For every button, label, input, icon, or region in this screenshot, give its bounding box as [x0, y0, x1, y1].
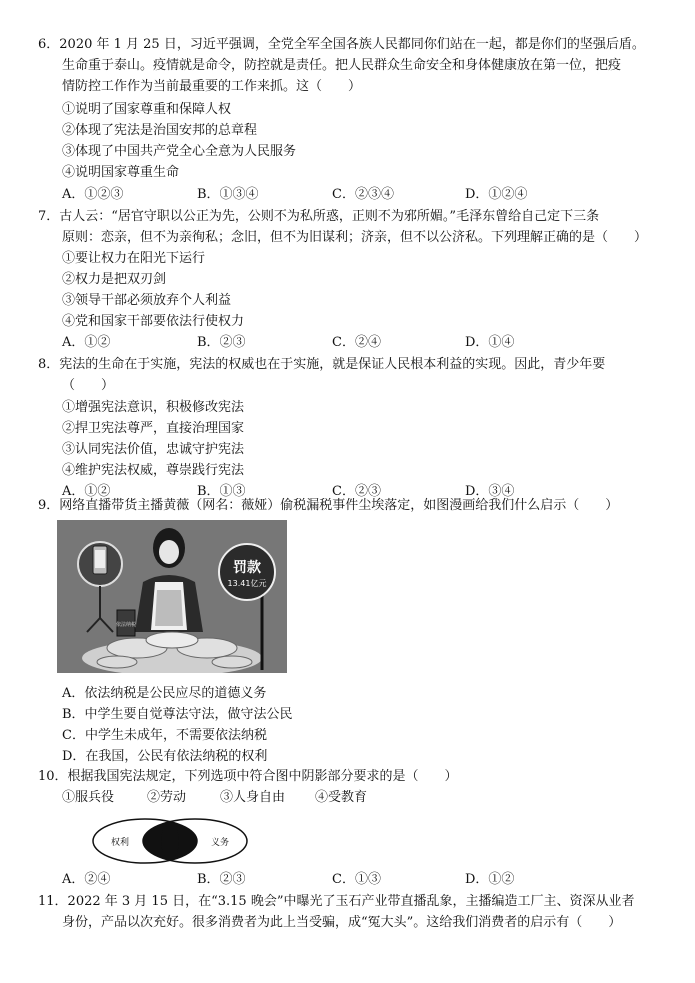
q7-options — [62, 333, 652, 353]
book-icon — [116, 610, 136, 636]
q6-stem-line-1: 6．2020 年 1 月 25 日，习近平强调，全党全军全国各族人民都同你们站在一起，都是你们的坚强后盾。 — [38, 37, 645, 52]
q7-stem-line-2: 原则：恋亲，但不为亲徇私；念旧，但不为旧谋利；济亲，但不以公济私。下列理解正确的是（ ） — [62, 230, 648, 245]
q7-item-4: ④党和国家干部要依法行使权力 — [62, 314, 245, 329]
q7-option-b[interactable]: B．②③ — [197, 335, 246, 350]
q6-item-4: ④说明国家尊重生命 — [62, 165, 180, 180]
fine-sign-amount: 13.41亿元 — [227, 579, 267, 588]
q9-choice-b[interactable]: B．中学生要自觉尊法守法，做守法公民 — [62, 707, 293, 722]
q7-option-d[interactable]: D．①④ — [465, 335, 515, 350]
q7-item-3: ③领导干部必须放弃个人利益 — [62, 293, 232, 308]
q10-option-a[interactable]: A．②④ — [62, 872, 111, 887]
rights-duties-venn — [90, 815, 250, 867]
q6-item-2: ②体现了宪法是治国安邦的总章程 — [62, 123, 258, 138]
q7-item-2: ②权力是把双刃剑 — [62, 272, 167, 287]
q8-option-a[interactable]: A．①② — [62, 484, 111, 499]
q10-option-c[interactable]: C．①③ — [332, 872, 381, 887]
q7-stem-line-1: 7．古人云：“居官守职以公正为先，公则不为私所惑，正则不为邪所媚。”毛泽东曾给自己定下三条 — [38, 209, 600, 224]
q10-options — [62, 870, 652, 890]
q9-stem-line-1: 9．网络直播带货主播黄薇（网名：薇娅）偷税漏税事件尘埃落定，如图漫画给我们什么启示（ ） — [38, 498, 619, 513]
q10-item-3: ③人身自由 — [220, 790, 286, 805]
q10-item-1: ①服兵役 — [62, 790, 115, 805]
q6-option-a[interactable]: A．①②③ — [62, 187, 124, 202]
q8-item-2: ②捍卫宪法尊严，直接治理国家 — [62, 421, 245, 436]
q8-item-4: ④维护宪法权威，尊崇践行宪法 — [62, 463, 245, 478]
venn-right-label: 义务 — [210, 838, 230, 848]
q6-item-1: ①说明了国家尊重和保障人权 — [62, 102, 232, 117]
q10-items — [62, 788, 652, 808]
q6-item-3: ③体现了中国共产党全心全意为人民服务 — [62, 144, 297, 159]
q7-option-c[interactable]: C．②④ — [332, 335, 381, 350]
q6-option-b[interactable]: B．①③④ — [197, 187, 259, 202]
q8-item-1: ①增强宪法意识，积极修改宪法 — [62, 400, 245, 415]
fine-sign-title: 罚款 — [233, 560, 261, 576]
q10-option-b[interactable]: B．②③ — [197, 872, 246, 887]
q7-option-a[interactable]: A．①② — [62, 335, 111, 350]
q11-stem-line-2: 身份，产品以次充好。很多消费者为此上当受骗，成“冤大头”。这给我们消费者的启示有（ ） — [62, 915, 622, 930]
q10-stem-line-1: 10．根据我国宪法规定，下列选项中符合图中阴影部分要求的是（ ） — [38, 769, 458, 784]
q9-choice-c[interactable]: C．中学生未成年，不需要依法纳税 — [62, 728, 267, 743]
q8-option-d[interactable]: D．③④ — [465, 484, 515, 499]
q8-stem-line-2: （ ） — [62, 378, 115, 393]
venn-left-label: 权利 — [110, 838, 130, 848]
q10-item-2: ②劳动 — [147, 790, 187, 805]
tax-evasion-cartoon — [57, 520, 287, 673]
q8-item-3: ③认同宪法价值，忠诚守护宪法 — [62, 442, 245, 457]
q9-choice-a[interactable]: A．依法纳税是公民应尽的道德义务 — [62, 686, 267, 701]
q8-stem-line-1: 8．宪法的生命在于实施，宪法的权威也在于实施，就是保证人民根本利益的实现。因此，青少年要 — [38, 357, 606, 372]
q6-option-d[interactable]: D．①②④ — [465, 187, 528, 202]
q6-options — [62, 185, 652, 205]
q8-option-b[interactable]: B．①③ — [197, 484, 246, 499]
q10-option-d[interactable]: D．①② — [465, 872, 515, 887]
q7-item-1: ①要让权力在阳光下运行 — [62, 251, 206, 266]
book-label: 依法纳税 — [115, 622, 137, 628]
q8-option-c[interactable]: C．②③ — [332, 484, 381, 499]
q6-option-c[interactable]: C．②③④ — [332, 187, 394, 202]
q11-stem-line-1: 11．2022 年 3 月 15 日，在“3.15 晚会”中曝光了玉石产业带直播乱象，主播编造工厂主、资深从业者 — [38, 894, 635, 909]
q6-stem-line-3: 情防控工作作为当前最重要的工作来抓。这（ ） — [62, 79, 362, 94]
q9-choice-d[interactable]: D．在我国，公民有依法纳税的权利 — [62, 749, 268, 764]
q10-item-4: ④受教育 — [315, 790, 368, 805]
q6-stem-line-2: 生命重于泰山。疫情就是命令，防控就是责任。把人民群众生命安全和身体健康放在第一位，把疫 — [62, 58, 622, 73]
